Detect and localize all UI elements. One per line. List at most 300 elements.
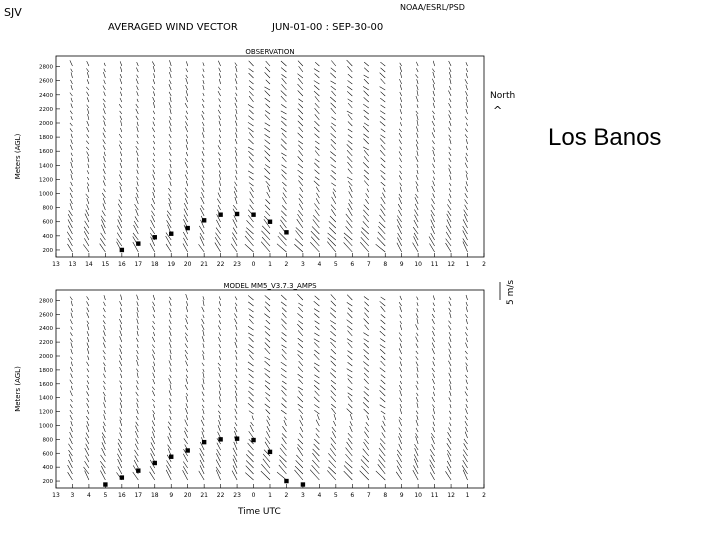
wind-vector xyxy=(104,152,105,156)
wind-vector xyxy=(186,396,188,402)
wind-vector xyxy=(363,402,369,408)
wind-vector xyxy=(414,459,418,468)
wind-vector xyxy=(70,123,73,126)
wind-vector xyxy=(316,187,319,192)
wind-vector xyxy=(315,159,319,162)
wind-vector xyxy=(281,403,286,408)
y-tick-label: 200 xyxy=(42,479,53,486)
wind-vector xyxy=(169,72,171,78)
wind-vector xyxy=(86,127,88,132)
wind-vector xyxy=(282,78,287,84)
wind-vector xyxy=(71,399,73,402)
wind-vector xyxy=(103,392,105,396)
wind-vector xyxy=(101,216,105,222)
wind-vector xyxy=(281,295,286,300)
wind-vector xyxy=(281,121,286,126)
wind-vector xyxy=(465,416,467,420)
wind-vector xyxy=(248,349,254,354)
wind-vector xyxy=(249,176,254,180)
wind-vector xyxy=(400,92,402,96)
wind-vector xyxy=(399,194,402,198)
wind-vector xyxy=(347,144,353,150)
wind-vector xyxy=(234,319,237,324)
wind-vector xyxy=(248,443,254,450)
wind-vector xyxy=(465,187,467,192)
wind-vector xyxy=(248,302,253,306)
wind-vector xyxy=(249,319,253,324)
wind-vector xyxy=(383,421,386,426)
wind-vector xyxy=(153,111,155,114)
wind-vector xyxy=(281,128,286,132)
x-tick-label: 11 xyxy=(430,492,439,499)
wind-vector xyxy=(249,374,254,378)
wind-vector xyxy=(448,199,451,204)
wind-vector xyxy=(119,367,121,372)
wind-vector xyxy=(218,87,220,90)
wind-vector xyxy=(331,68,336,72)
wind-vector xyxy=(448,342,451,348)
wind-vector xyxy=(186,415,187,420)
wind-vector xyxy=(219,373,221,378)
wind-vector xyxy=(87,121,89,126)
wind-vector xyxy=(103,422,105,426)
wind-vector xyxy=(136,193,138,198)
wind-vector xyxy=(218,163,220,168)
wind-vector xyxy=(299,66,303,72)
y-tick-label: 2000 xyxy=(39,121,53,127)
wind-vector xyxy=(169,102,171,108)
wind-vector xyxy=(120,128,121,132)
wind-vector xyxy=(364,373,369,378)
wind-vector xyxy=(202,416,204,420)
wind-vector xyxy=(186,85,188,90)
wind-vector xyxy=(314,380,319,384)
wind-vector xyxy=(248,403,254,408)
wind-vector xyxy=(186,78,188,84)
wind-vector xyxy=(399,129,402,132)
wind-vector xyxy=(120,374,121,378)
wind-vector xyxy=(219,99,221,102)
wind-vector xyxy=(235,342,237,348)
wind-vector xyxy=(381,361,386,366)
wind-vector xyxy=(297,351,302,354)
y-tick-label: 800 xyxy=(42,205,53,212)
wind-vector xyxy=(466,68,467,72)
wind-vector xyxy=(136,209,139,216)
wind-vector xyxy=(186,68,188,72)
wind-vector xyxy=(400,72,401,78)
wind-vector xyxy=(71,104,73,108)
wind-vector xyxy=(71,139,73,144)
wind-vector xyxy=(331,342,336,348)
wind-vector xyxy=(71,421,73,426)
wind-vector xyxy=(169,127,171,132)
wind-vector xyxy=(120,111,122,114)
wind-vector xyxy=(466,97,467,102)
wind-vector xyxy=(71,308,72,312)
wind-vector xyxy=(266,80,270,84)
wind-vector xyxy=(331,117,335,120)
wind-vector xyxy=(153,321,155,324)
wind-vector xyxy=(235,303,237,306)
wind-vector xyxy=(170,108,171,114)
wind-vector xyxy=(249,344,254,348)
wind-vector xyxy=(331,108,336,114)
wind-vector xyxy=(153,302,155,306)
wind-vector xyxy=(169,134,171,138)
wind-vector xyxy=(218,325,220,330)
wind-vector xyxy=(119,361,122,366)
wind-vector xyxy=(281,302,286,306)
wind-vector xyxy=(400,183,402,186)
wind-vector xyxy=(314,163,319,168)
x-tick-label: 3 xyxy=(70,492,75,499)
wind-vector xyxy=(364,175,369,180)
wind-vector xyxy=(465,163,467,168)
wind-vector xyxy=(416,68,418,72)
wind-vector xyxy=(363,210,368,216)
wind-vector xyxy=(151,442,155,450)
wind-vector xyxy=(331,86,336,90)
y-tick-label: 1400 xyxy=(39,163,53,170)
wind-vector xyxy=(71,153,72,156)
wind-vector xyxy=(265,326,270,330)
wind-vector xyxy=(364,62,369,66)
wind-vector xyxy=(236,356,237,360)
wind-vector xyxy=(219,135,220,138)
wind-vector xyxy=(235,182,238,186)
wind-vector xyxy=(203,354,204,360)
wind-vector xyxy=(282,308,287,312)
wind-vector xyxy=(248,122,254,126)
wind-vector xyxy=(299,391,303,396)
wind-vector xyxy=(381,320,386,324)
wind-vector xyxy=(70,93,73,96)
wind-vector xyxy=(266,320,270,324)
wind-vector xyxy=(330,73,336,78)
wind-vector xyxy=(298,156,303,162)
wind-vector xyxy=(265,134,270,138)
wind-vector xyxy=(281,390,286,396)
wind-vector-columns xyxy=(67,60,467,252)
wind-vector xyxy=(248,333,253,336)
wind-vector xyxy=(266,199,270,204)
x-tick-label: 22 xyxy=(216,261,225,268)
wind-vector xyxy=(120,87,121,90)
wind-vector xyxy=(433,361,435,366)
wind-vector xyxy=(264,168,270,174)
wind-vector xyxy=(103,133,105,138)
wind-vector xyxy=(235,79,237,84)
wind-vector xyxy=(86,210,89,216)
wind-vector xyxy=(71,349,73,354)
wind-vector xyxy=(71,373,73,378)
wind-vector xyxy=(186,294,188,300)
wind-vector xyxy=(315,62,319,66)
wind-vector xyxy=(119,174,122,180)
wind-vector xyxy=(449,411,451,414)
wind-vector xyxy=(136,416,138,420)
wind-vector xyxy=(219,174,220,180)
wind-vector xyxy=(300,187,303,192)
wind-vector xyxy=(186,301,187,306)
wind-vector xyxy=(331,301,336,306)
wind-vector xyxy=(202,319,205,324)
wind-vector xyxy=(170,67,172,72)
wind-vector xyxy=(248,151,253,156)
wind-vector xyxy=(219,68,221,72)
wind-vector xyxy=(100,461,105,468)
wind-vector xyxy=(400,361,402,366)
x-tick-label: 21 xyxy=(200,492,208,499)
y-tick-label: 1000 xyxy=(39,423,53,430)
wind-vector xyxy=(185,385,188,390)
wind-vector xyxy=(433,303,435,306)
wind-vector xyxy=(248,326,253,330)
wind-vector xyxy=(432,397,435,402)
wind-vector xyxy=(152,354,154,360)
wind-vector xyxy=(87,324,89,330)
data-point xyxy=(169,232,173,236)
wind-vector xyxy=(185,175,188,180)
wind-vector xyxy=(282,133,287,138)
wind-vector xyxy=(136,197,139,204)
wind-vector xyxy=(70,169,72,174)
wind-vector xyxy=(87,134,89,138)
wind-vector xyxy=(433,128,434,132)
wind-vector xyxy=(297,74,302,78)
wind-vector xyxy=(186,315,188,318)
wind-vector xyxy=(219,158,221,162)
wind-vector xyxy=(267,426,270,432)
wind-vector xyxy=(416,343,418,348)
wind-vector xyxy=(87,182,89,186)
wind-vector xyxy=(186,379,188,384)
wind-vector xyxy=(235,416,237,420)
wind-vector xyxy=(348,433,352,438)
wind-vector xyxy=(183,470,188,480)
wind-vector xyxy=(347,66,352,72)
data-point xyxy=(120,475,124,479)
wind-vector xyxy=(363,221,369,228)
wind-vector xyxy=(417,79,418,84)
wind-vector xyxy=(367,189,369,192)
wind-vector xyxy=(104,325,106,330)
wind-vector xyxy=(120,385,121,390)
wind-vector xyxy=(449,194,451,198)
wind-vector xyxy=(235,139,237,144)
wind-vector xyxy=(314,363,319,366)
panel-title: OBSERVATION xyxy=(245,48,295,56)
wind-vector xyxy=(249,68,254,72)
wind-vector xyxy=(466,102,468,108)
wind-vector xyxy=(330,448,336,456)
wind-vector xyxy=(433,147,435,150)
wind-vector xyxy=(315,147,319,150)
wind-vector xyxy=(433,357,435,360)
wind-vector xyxy=(284,420,287,426)
wind-vector xyxy=(137,312,138,318)
wind-vector xyxy=(153,332,154,336)
x-tick-label: 4 xyxy=(317,492,322,499)
wind-vector xyxy=(70,357,72,360)
wind-vector xyxy=(331,205,336,210)
wind-vector xyxy=(348,308,352,312)
wind-vector xyxy=(135,431,138,438)
wind-vector xyxy=(265,67,270,72)
wind-vector xyxy=(364,319,369,324)
wind-vector xyxy=(282,349,287,354)
y-tick-label: 400 xyxy=(42,233,53,240)
wind-vector xyxy=(101,455,106,462)
wind-vector xyxy=(466,73,467,78)
wind-vector xyxy=(168,422,171,426)
wind-vector xyxy=(235,63,237,66)
wind-vector xyxy=(154,362,155,366)
wind-vector xyxy=(235,97,237,102)
wind-vector xyxy=(465,351,467,354)
x-tick-label: 18 xyxy=(150,492,159,499)
wind-vector xyxy=(265,385,270,390)
wind-vector xyxy=(153,373,155,378)
wind-vector xyxy=(71,386,72,390)
wind-vector xyxy=(380,338,385,342)
wind-vector xyxy=(314,439,319,444)
wind-vector xyxy=(218,193,221,198)
wind-vector xyxy=(87,375,89,378)
wind-vector xyxy=(248,368,254,372)
wind-vector xyxy=(347,295,352,300)
wind-vector xyxy=(169,433,171,438)
wind-vector xyxy=(235,350,237,354)
wind-vector xyxy=(265,357,270,360)
wind-vector xyxy=(431,204,434,210)
wind-vector xyxy=(119,210,122,216)
wind-vector xyxy=(152,427,155,432)
wind-vector xyxy=(186,75,188,78)
wind-vector xyxy=(169,92,171,96)
wind-vector xyxy=(249,91,253,96)
wind-vector xyxy=(348,387,353,390)
wind-vector xyxy=(416,420,418,426)
wind-vector xyxy=(416,385,418,390)
wind-vector xyxy=(103,331,105,336)
wind-vector xyxy=(118,448,122,456)
wind-vector xyxy=(219,181,220,186)
x-tick-label: 9 xyxy=(399,492,404,499)
wind-vector xyxy=(87,368,89,372)
wind-vector xyxy=(348,80,353,84)
wind-vector xyxy=(136,109,139,114)
wind-vector xyxy=(400,117,401,120)
wind-vector xyxy=(266,104,270,108)
wind-vector xyxy=(365,199,368,204)
wind-vector xyxy=(416,181,418,186)
wind-vector xyxy=(399,197,402,204)
data-point xyxy=(169,455,173,459)
wind-vector xyxy=(348,438,352,444)
wind-vector xyxy=(416,62,418,66)
wind-vector xyxy=(417,104,418,108)
wind-vector xyxy=(70,338,72,342)
wind-vector xyxy=(218,61,220,66)
wind-vector xyxy=(347,326,352,330)
wind-vector xyxy=(417,164,418,168)
wind-vector xyxy=(68,444,72,450)
wind-vector xyxy=(103,128,105,132)
wind-vector xyxy=(414,236,419,246)
wind-vector xyxy=(265,404,270,408)
wind-vector xyxy=(364,313,368,318)
wind-vector xyxy=(71,362,72,366)
wind-vector xyxy=(186,139,188,144)
wind-vector xyxy=(298,99,302,102)
wind-vector xyxy=(86,301,88,306)
wind-vector xyxy=(299,127,303,132)
wind-vector xyxy=(465,314,467,318)
wind-vector xyxy=(265,157,270,162)
wind-vector xyxy=(170,181,171,186)
wind-vector xyxy=(298,338,303,342)
wind-vector xyxy=(219,415,221,420)
wind-vector xyxy=(363,361,368,366)
wind-vector xyxy=(433,295,434,300)
wind-vector xyxy=(120,325,122,330)
wind-vector xyxy=(465,193,468,198)
wind-vector xyxy=(465,375,467,378)
wind-vector xyxy=(218,152,221,156)
wind-vector xyxy=(219,356,220,360)
wind-vector xyxy=(282,205,286,210)
wind-vector xyxy=(84,467,89,474)
wind-vector xyxy=(363,162,369,168)
wind-vector xyxy=(277,244,286,252)
wind-vector xyxy=(449,397,451,402)
data-point xyxy=(202,218,206,222)
wind-vector xyxy=(346,226,353,234)
wind-vector xyxy=(416,133,418,138)
wind-vector xyxy=(348,351,353,354)
wind-vector xyxy=(104,92,106,96)
wind-vector xyxy=(120,61,122,66)
wind-vector xyxy=(103,198,105,204)
x-tick-label: 21 xyxy=(200,261,208,268)
wind-vector xyxy=(71,342,73,348)
wind-vector xyxy=(381,204,386,210)
wind-vector xyxy=(364,156,369,162)
wind-vector xyxy=(381,129,385,132)
wind-vector xyxy=(120,116,122,120)
wind-vector xyxy=(87,170,89,174)
wind-vector xyxy=(433,181,435,186)
wind-vector xyxy=(417,90,418,96)
wind-vector xyxy=(70,410,73,414)
wind-vector xyxy=(281,338,286,342)
wind-vector xyxy=(400,375,401,378)
wind-vector xyxy=(315,103,319,108)
wind-vector xyxy=(185,193,188,198)
wind-vector xyxy=(103,320,105,324)
wind-vector xyxy=(449,332,451,336)
wind-vector xyxy=(170,164,171,168)
x-tick-label: 1 xyxy=(268,261,272,268)
wind-vector xyxy=(376,244,386,252)
wind-vector xyxy=(169,145,171,150)
wind-vector xyxy=(463,470,467,480)
wind-vector xyxy=(186,90,188,96)
wind-vector xyxy=(399,158,401,162)
wind-vector xyxy=(400,408,402,414)
